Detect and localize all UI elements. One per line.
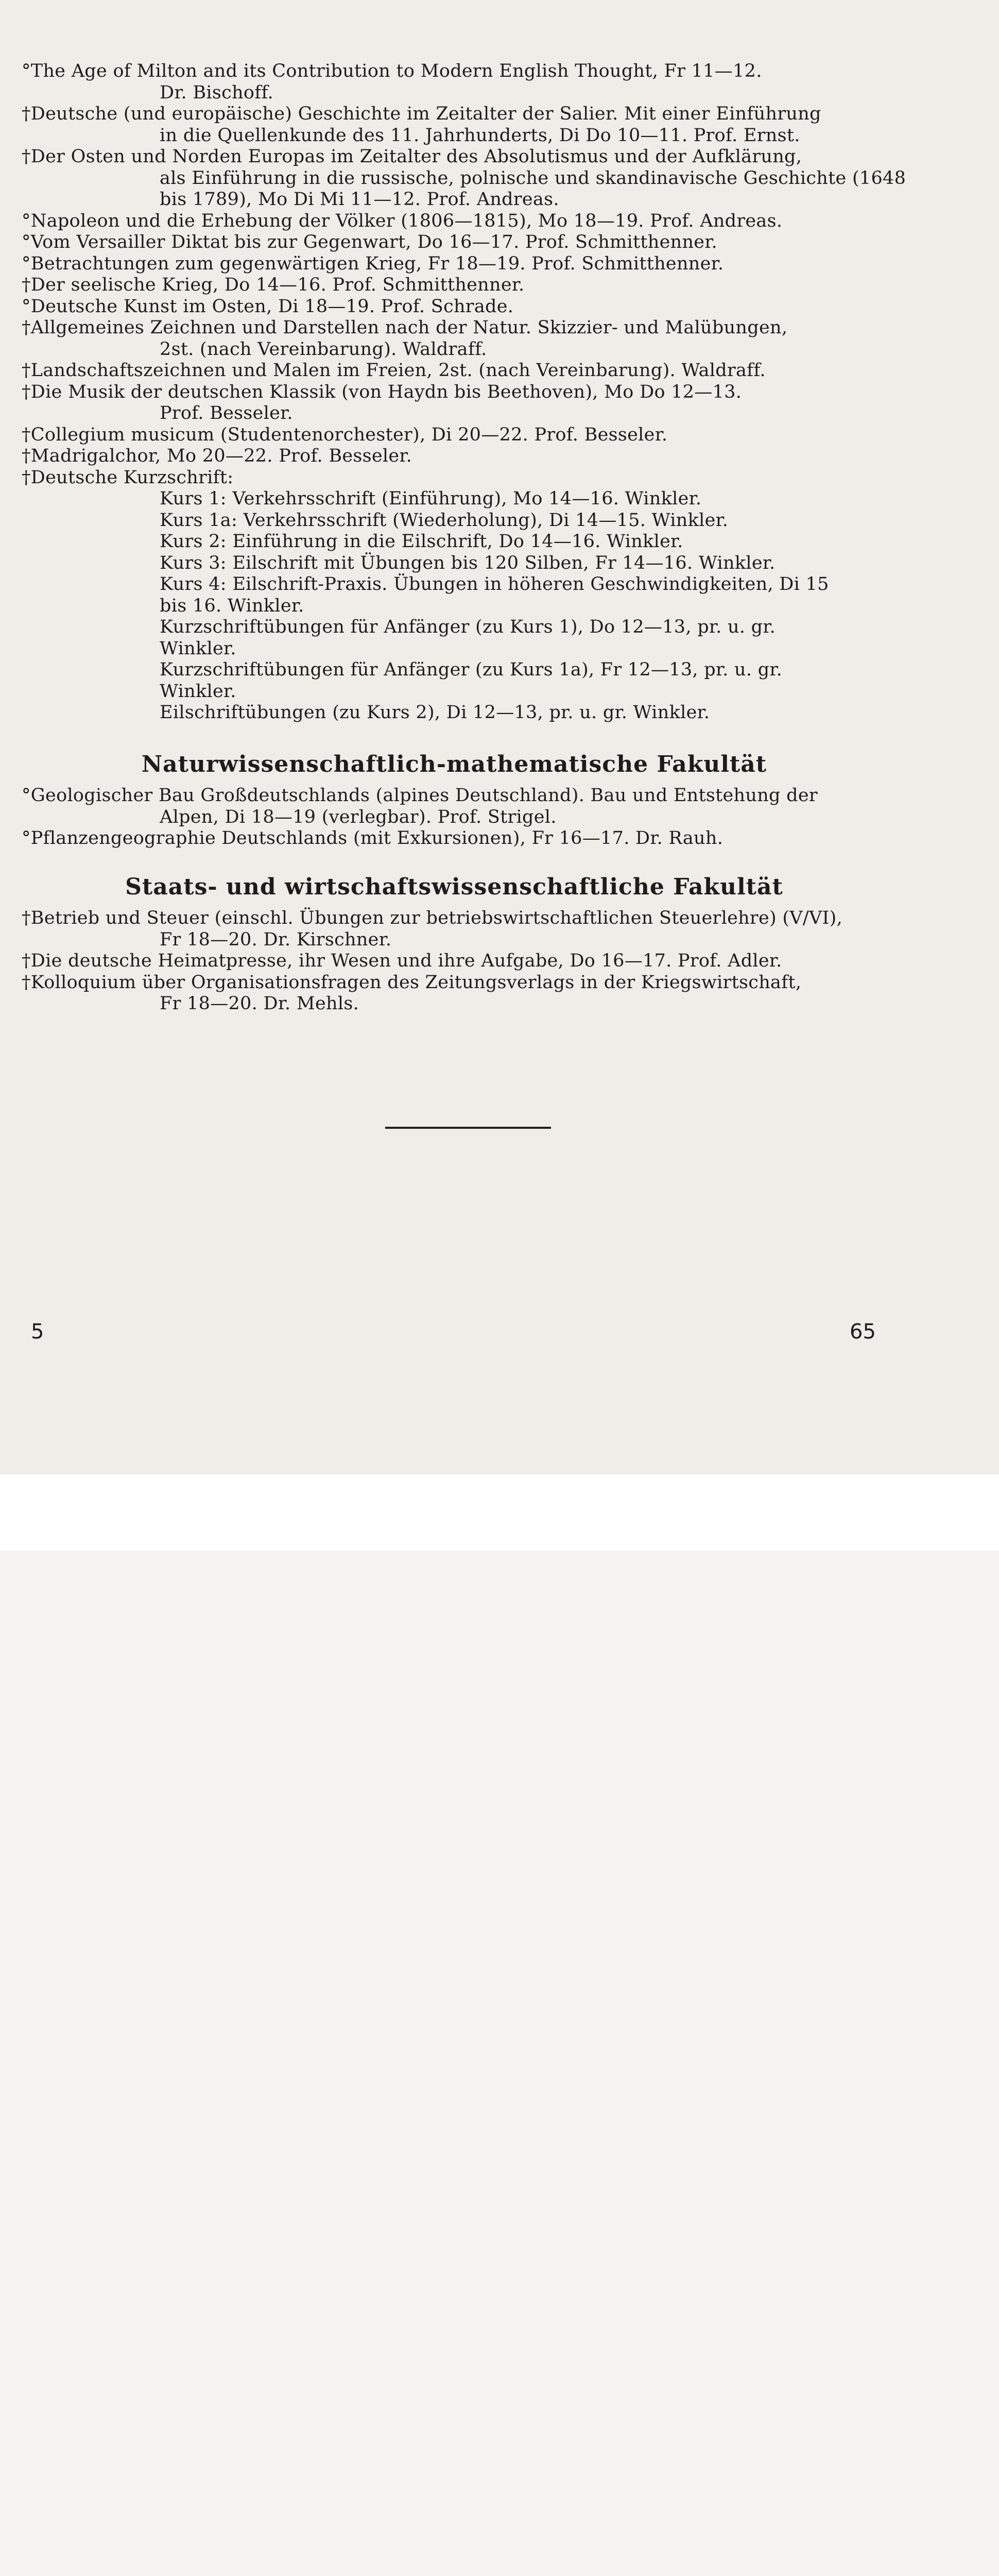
- lecture-entry: [22, 104, 887, 146]
- lecture-entry: [22, 425, 887, 446]
- entry-line: †Der seelische Krieg, Do 14—16. Prof. Schmitthenner.: [22, 275, 525, 295]
- entry-line: †Die Musik der deutschen Klassik (von Haydn bis Beethoven), Mo Do 12—13.: [22, 381, 742, 402]
- entry-line: Alpen, Di 18—19 (verlegbar). Prof. Strigel.: [160, 806, 557, 827]
- entry-line: °Deutsche Kunst im Osten, Di 18—19. Prof. Schrade.: [22, 296, 514, 317]
- lecture-entry: [22, 908, 887, 951]
- lecture-entry: [22, 382, 887, 425]
- lecture-entry: [22, 574, 887, 617]
- lecture-entry: [22, 488, 887, 510]
- lecture-entry: [22, 617, 887, 659]
- lecture-entry: [22, 61, 887, 104]
- entry-line: Kurs 2: Einführung in die Eilschrift, Do 14—16. Winkler.: [160, 531, 683, 552]
- digital-library-footer: [0, 1473, 999, 1551]
- entry-line: Dr. Bischoff.: [160, 82, 273, 103]
- entry-line: Eilschriftübungen (zu Kurs 2), Di 12—13, pr. u. gr. Winkler.: [160, 702, 710, 723]
- lecture-entry: [22, 467, 887, 489]
- entry-line: °Napoleon und die Erhebung der Völker (1806—1815), Mo 18—19. Prof. Andreas.: [22, 210, 783, 231]
- lecture-entry: [22, 446, 887, 467]
- entry-line: Fr 18—20. Dr. Kirschner.: [160, 929, 392, 950]
- entry-line: Kurs 1: Verkehrsschrift (Einführung), Mo 14—16. Winkler.: [160, 488, 702, 509]
- page-content: [22, 61, 906, 1015]
- section-heading-natural-sciences: Naturwissenschaftlich-mathematische Fakultät: [141, 751, 767, 777]
- lecture-entry: [22, 510, 887, 532]
- entry-line: †Der Osten und Norden Europas im Zeitalter des Absolutismus und der Aufklärung,: [22, 146, 802, 167]
- entry-line: °The Age of Milton and its Contribution to Modern English Thought, Fr 11—12.: [22, 61, 762, 81]
- entry-line: †Madrigalchor, Mo 20—22. Prof. Besseler.: [22, 446, 412, 466]
- lecture-entry: [22, 146, 906, 211]
- entry-line: Fr 18—20. Dr. Mehls.: [160, 993, 359, 1014]
- entries-part1: [22, 61, 906, 488]
- entry-line: †Deutsche (und europäische) Geschichte im Zeitalter der Salier. Mit einer Einführung: [22, 104, 821, 124]
- entry-line: Winkler.: [160, 681, 236, 702]
- entry-line: †Betrieb und Steuer (einschl. Übungen zur betriebswirtschaftlichen Steuerlehre) (V/VI),: [22, 908, 843, 928]
- entry-line: †Collegium musicum (Studentenorchester), Di 20—22. Prof. Besseler.: [22, 424, 668, 445]
- entries-natural-sciences: [22, 785, 887, 850]
- entry-line: Winkler.: [160, 638, 236, 659]
- entry-line: Kurzschriftübungen für Anfänger (zu Kurs 1), Do 12—13, pr. u. gr.: [160, 617, 776, 637]
- lecture-entry: [22, 702, 887, 724]
- lecture-entry: [22, 296, 887, 318]
- entry-line: °Betrachtungen zum gegenwärtigen Krieg, Fr 18—19. Prof. Schmitthenner.: [22, 253, 724, 274]
- entry-line: Kurzschriftübungen für Anfänger (zu Kurs 1a), Fr 12—13, pr. u. gr.: [160, 659, 783, 680]
- entry-line: †Deutsche Kurzschrift:: [22, 467, 234, 488]
- entry-line: °Vom Versailler Diktat bis zur Gegenwart, Do 16—17. Prof. Schmitthenner.: [22, 232, 717, 252]
- lecture-entry: [22, 785, 887, 828]
- lecture-entry: [22, 531, 887, 553]
- signature-number: 5: [31, 1320, 44, 1344]
- lecture-entry: [22, 211, 887, 232]
- entry-line: Kurs 1a: Verkehrsschrift (Wiederholung), Di 14—15. Winkler.: [160, 510, 729, 531]
- kurzschrift-courses: [22, 488, 887, 724]
- lecture-entry: [22, 232, 887, 253]
- entry-line: als Einführung in die russische, polnische und skandinavische Geschichte (1648: [160, 167, 906, 189]
- entry-line: †Landschaftszeichnen und Malen im Freien, 2st. (nach Vereinbarung). Waldraff.: [22, 360, 766, 381]
- page-number: 65: [850, 1320, 876, 1344]
- lecture-entry: [22, 275, 887, 296]
- entry-line: Kurs 3: Eilschrift mit Übungen bis 120 Silben, Fr 14—16. Winkler.: [160, 552, 776, 573]
- entry-line: †Die deutsche Heimatpresse, ihr Wesen und ihre Aufgabe, Do 16—17. Prof. Adler.: [22, 951, 782, 971]
- entry-line: Prof. Besseler.: [160, 403, 293, 423]
- lecture-entry: [22, 253, 887, 275]
- entry-line: in die Quellenkunde des 11. Jahrhunderts, Di Do 10—11. Prof. Ernst.: [160, 125, 800, 146]
- entry-line: †Allgemeines Zeichnen und Darstellen nach der Natur. Skizzier- und Malübungen,: [22, 317, 788, 338]
- section-heading-economics: Staats- und wirtschaftswissenschaftliche Fakultät: [125, 873, 783, 900]
- entry-line: °Geologischer Bau Großdeutschlands (alpines Deutschland). Bau und Entstehung der: [22, 785, 818, 806]
- entry-line: †Kolloquium über Organisationsfragen des Zeitungsverlags in der Kriegswirtschaft,: [22, 972, 802, 993]
- lecture-entry: [22, 553, 887, 574]
- entry-line: bis 16. Winkler.: [160, 595, 304, 616]
- lecture-entry: [22, 828, 887, 850]
- entry-line: 2st. (nach Vereinbarung). Waldraff.: [160, 338, 487, 360]
- lecture-entry: [22, 951, 887, 972]
- lecture-entry: [22, 972, 887, 1015]
- entry-line: °Pflanzengeographie Deutschlands (mit Exkursionen), Fr 16—17. Dr. Rauh.: [22, 828, 724, 849]
- lecture-entry: [22, 317, 887, 360]
- entry-line: Kurs 4: Eilschrift-Praxis. Übungen in höheren Geschwindigkeiten, Di 15: [160, 574, 829, 595]
- entry-line: bis 1789), Mo Di Mi 11—12. Prof. Andreas.: [160, 189, 559, 210]
- entries-economics: [22, 908, 887, 1015]
- lecture-entry: [22, 360, 887, 382]
- section-end-rule: [385, 1127, 551, 1129]
- lecture-entry: [22, 659, 887, 702]
